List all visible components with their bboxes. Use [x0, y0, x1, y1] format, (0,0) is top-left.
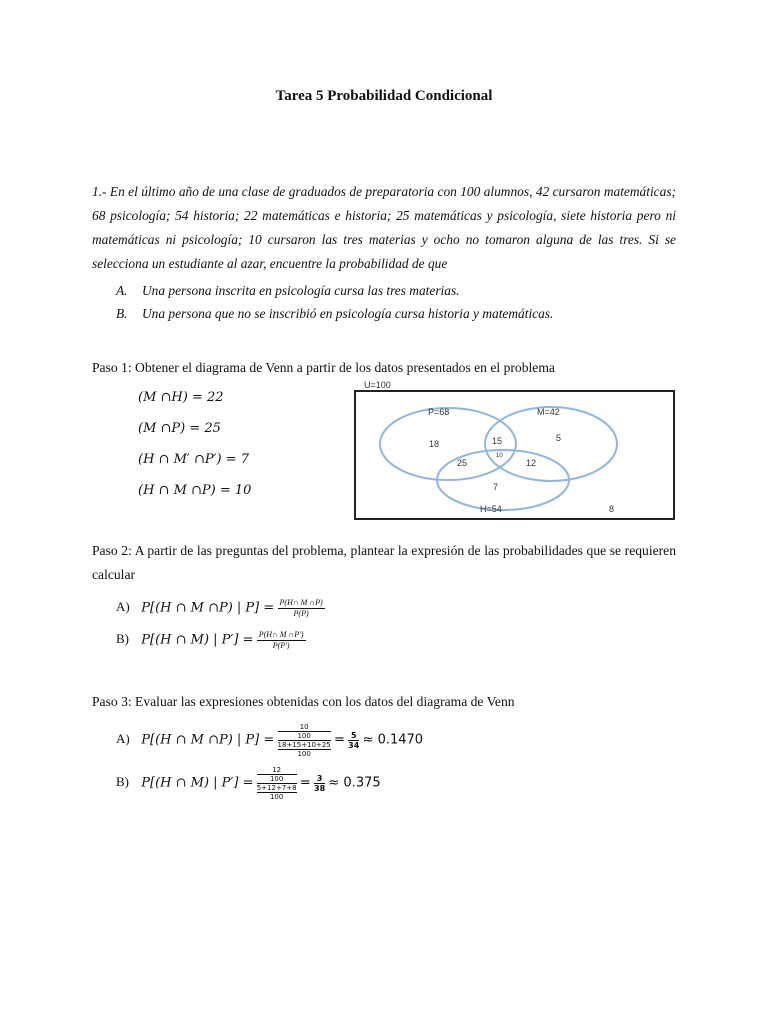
- step3-a-top: [278, 723, 331, 741]
- page-title: Tarea 5 Probabilidad Condicional: [275, 88, 493, 104]
- region-p-m: 15: [492, 436, 503, 446]
- step3-b-n1: 12: [272, 766, 282, 774]
- step3-a-d1: 100: [278, 731, 331, 740]
- step2-a-label: A): [116, 599, 130, 615]
- step3-b-d2: 100: [269, 793, 284, 801]
- step3-a-result-fraction: [348, 731, 359, 750]
- step3-b-approx: ≈ 0.375: [328, 775, 381, 791]
- option-a: [116, 283, 460, 299]
- step3-a-rd: 34: [348, 741, 360, 750]
- label-p: P=68: [428, 407, 450, 417]
- step2-a-lhs: P[(H ∩ M ∩P) | P] =: [141, 600, 275, 616]
- step3-b-n2: 5+12+7+8: [256, 784, 297, 792]
- step3-a-approx: ≈ 0.1470: [362, 732, 424, 748]
- step2-b-lhs: P[(H ∩ M) | P′] =: [141, 632, 254, 648]
- step3-b-label: B): [116, 774, 129, 790]
- step3-a-d2: 100: [297, 750, 311, 758]
- label-m: M=42: [537, 407, 560, 417]
- step3-a: [116, 723, 423, 758]
- step3-b-top: [257, 766, 297, 784]
- eq-h-m-p: (H ∩ M ∩P) = 10: [138, 483, 252, 498]
- step2-text: Paso 2: A partir de las preguntas del problema, plantear la expresión de las probabilidades que se requieren calcular: [92, 543, 676, 582]
- option-b-label: B.: [116, 306, 128, 321]
- region-m-h: 12: [526, 458, 537, 468]
- option-b-text: Una persona que no se inscribió en psicología cursa historia y matemáticas.: [142, 306, 554, 321]
- step2-b-denominator: P(P′): [272, 641, 290, 650]
- step3-b-rn: 3: [314, 774, 325, 784]
- step2-a-fraction: [278, 598, 325, 619]
- region-p-h: 25: [457, 458, 468, 468]
- step3-a-n2: 18+15+10+25: [277, 741, 331, 749]
- eq-m-h: (M ∩H) = 22: [138, 390, 224, 405]
- step3-b: [116, 766, 381, 801]
- venn-svg: [356, 392, 673, 518]
- step2-b-numerator: P(H∩ M ∩P′): [258, 630, 304, 639]
- step3-a-n1: 10: [299, 723, 309, 731]
- step3-b-equals: =: [299, 775, 311, 791]
- step3-a-label: A): [116, 731, 130, 747]
- step1-text: Paso 1: Obtener el diagrama de Venn a partir de los datos presentados en el problema: [92, 360, 555, 375]
- venn-diagram: [354, 390, 675, 520]
- region-center: 10: [496, 453, 503, 459]
- step3-b-compound-fraction: [257, 766, 297, 801]
- step3-a-bottom: [278, 741, 331, 758]
- option-b: [116, 306, 553, 322]
- region-m-only: 5: [556, 433, 562, 443]
- step3-b-lhs: P[(H ∩ M) | P′] =: [141, 775, 254, 791]
- option-a-label: A.: [116, 283, 128, 298]
- eq-m-p: (M ∩P) = 25: [138, 421, 221, 436]
- region-p-only: 18: [429, 439, 440, 449]
- region-outside: 8: [609, 504, 615, 514]
- circle-m: [485, 407, 617, 481]
- step3-a-rn: 5: [348, 731, 359, 741]
- venn-universe-label: U=100: [364, 380, 391, 390]
- step3-b-d1: 100: [257, 774, 297, 783]
- step3-text: Paso 3: Evaluar las expresiones obtenidas con los datos del diagrama de Venn: [92, 694, 515, 709]
- option-a-text: Una persona inscrita en psicología cursa las tres materias.: [142, 283, 460, 298]
- step3-a-equals: =: [334, 732, 345, 748]
- step3-b-rd: 38: [314, 784, 326, 793]
- step3-a-lhs: P[(H ∩ M ∩P) | P] =: [141, 732, 275, 748]
- step2-a-denominator: P(P): [293, 609, 309, 618]
- label-h: H=54: [480, 504, 502, 514]
- step3-b-result-fraction: [314, 774, 325, 793]
- step2-b-fraction: [257, 630, 306, 651]
- eq-h-notm-notp: (H ∩ M′ ∩P′) = 7: [138, 452, 250, 467]
- problem-statement: 1.- En el último año de una clase de graduados de preparatoria con 100 alumnos, 42 cursaron matemáticas; 68 psicología; 54 historia; 22 matemáticas e historia; 25 matemáticas y psicología, siete historia pero ni matemáticas ni psicología; 10 cursaron las tres materias y ocho no tomaron alguna de las tres. Si se selecciona un estudiante al azar, encuentre la probabilidad de que: [92, 184, 676, 271]
- step2-a-numerator: P(H∩ M ∩P): [279, 598, 323, 607]
- step3-a-compound-fraction: [278, 723, 331, 758]
- step2-b: [116, 630, 306, 651]
- step2-a: [116, 598, 325, 619]
- step3-b-bottom: [257, 784, 297, 801]
- step2-b-label: B): [116, 631, 129, 647]
- region-h-only: 7: [493, 482, 499, 492]
